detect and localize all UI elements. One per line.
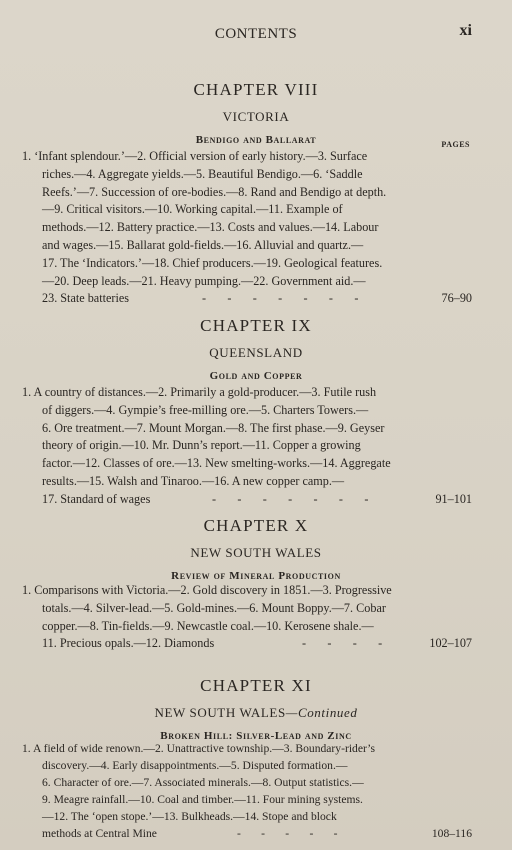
chapter-xi-entries	[22, 740, 472, 842]
pages-label: PAGES	[441, 140, 470, 149]
entry-line: copper.—8. Tin-fields.—9. Newcastle coal.—10. Kerosene shale.—	[42, 618, 374, 633]
entry-last-line	[22, 290, 472, 308]
entry-line: 6. Ore treatment.—7. Mount Morgan.—8. The first phase.—9. Geyser	[42, 420, 385, 435]
chapter-title: CHAPTER IX	[200, 316, 312, 335]
entry-line: —9. Critical visitors.—10. Working capital.—11. Example of	[42, 202, 343, 217]
entry-line: factor.—12. Classes of ore.—13. New smelting-works.—14. Aggregate	[42, 456, 391, 471]
entry-line: —20. Deep leads.—21. Heavy pumping.—22. Government aid.—	[42, 273, 366, 288]
dot-leader: - - - -	[302, 636, 383, 651]
page-range: 76–90	[441, 291, 472, 306]
running-head: CONTENTS	[214, 26, 298, 42]
entry-last-line	[22, 491, 472, 509]
entry-line: 9. Meagre rainfall.—10. Coal and timber.—11. Four mining systems.	[42, 793, 363, 806]
page-number: xi	[459, 22, 472, 39]
page-range: 102–107	[429, 636, 472, 651]
chapter-ix	[0, 316, 512, 382]
chapter-x	[0, 516, 512, 582]
entry-line: —12. The ‘open stope.’—13. Bulkheads.—14. Stope and block	[42, 810, 337, 823]
chapter-state: QUEENSLAND	[209, 345, 303, 360]
dot-leader: - - - - - - -	[202, 291, 359, 306]
dot-leader: - - - - -	[237, 827, 338, 840]
dot-leader: - - - - - - -	[212, 491, 369, 506]
chapter-xi	[0, 676, 512, 742]
chapter-state-name: NEW SOUTH WALES	[154, 705, 286, 720]
entry-line: 17. The ‘Indicators.’—18. Chief producers.—19. Geological features.	[42, 255, 383, 270]
entry-last-line	[22, 825, 472, 842]
chapter-ix-entries	[22, 384, 472, 509]
entry-line: riches.—4. Aggregate yields.—5. Beautiful Bendigo.—6. ‘Saddle	[42, 166, 363, 181]
entry-line: discovery.—4. Early disappointments.—5. Disputed formation.—	[42, 759, 348, 772]
chapter-state: VICTORIA	[222, 109, 290, 124]
chapter-viii-entries	[22, 148, 472, 308]
entry-text: 11. Precious opals.—12. Diamonds	[42, 636, 215, 651]
chapter-subtitle: Gold and Copper	[209, 370, 303, 382]
entry-text: 17. Standard of wages	[42, 491, 151, 506]
chapter-state	[0, 705, 512, 721]
chapter-title: CHAPTER VIII	[193, 80, 319, 99]
chapter-state-suffix: —Continued	[285, 705, 358, 720]
chapter-subtitle: Bendigo and Ballarat	[195, 134, 317, 146]
entry-line: and wages.—15. Ballarat gold-fields.—16. Alluvial and quartz.—	[42, 237, 364, 252]
entry-line: 6. Character of ore.—7. Associated minerals.—8. Output statistics.—	[42, 776, 364, 789]
entry-line: Reefs.’—7. Succession of ore-bodies.—8. Rand and Bendigo at depth.	[42, 184, 387, 199]
entry-line: 1. ‘Infant splendour.’—2. Official version of early history.—3. Surface	[22, 149, 368, 163]
entry-text: 23. State batteries	[42, 291, 129, 306]
chapter-title: CHAPTER XI	[200, 676, 312, 695]
entry-line: totals.—4. Silver-lead.—5. Gold-mines.—6. Mount Boppy.—7. Cobar	[42, 600, 386, 615]
entry-line: of diggers.—4. Gympie’s free-milling ore.—5. Charters Towers.—	[42, 402, 369, 417]
entry-line: methods.—12. Battery practice.—13. Costs and values.—14. Labour	[42, 220, 379, 235]
chapter-title: CHAPTER X	[203, 516, 309, 535]
entry-line: results.—15. Walsh and Tinaroo.—16. A new copper camp.—	[42, 473, 345, 488]
chapter-state: NEW SOUTH WALES	[190, 545, 322, 560]
chapter-subtitle: Broken Hill: Silver-Lead and Zinc	[160, 730, 352, 742]
entry-text: methods at Central Mine	[42, 827, 157, 840]
entry-line: 1. A country of distances.—2. Primarily a gold-producer.—3. Futile rush	[22, 385, 377, 399]
chapter-subtitle: Review of Mineral Production	[171, 570, 341, 582]
chapter-viii	[0, 80, 512, 146]
entry-last-line	[22, 635, 472, 653]
chapter-x-entries	[22, 582, 472, 653]
entry-line: theory of origin.—10. Mr. Dunn’s report.—11. Copper a growing	[42, 438, 361, 453]
entry-line: 1. A field of wide renown.—2. Unattractive township.—3. Boundary-rider’s	[22, 742, 376, 755]
page-range: 91–101	[435, 491, 472, 506]
entry-line: 1. Comparisons with Victoria.—2. Gold discovery in 1851.—3. Progressive	[22, 583, 392, 597]
page-range: 108–116	[431, 827, 472, 840]
